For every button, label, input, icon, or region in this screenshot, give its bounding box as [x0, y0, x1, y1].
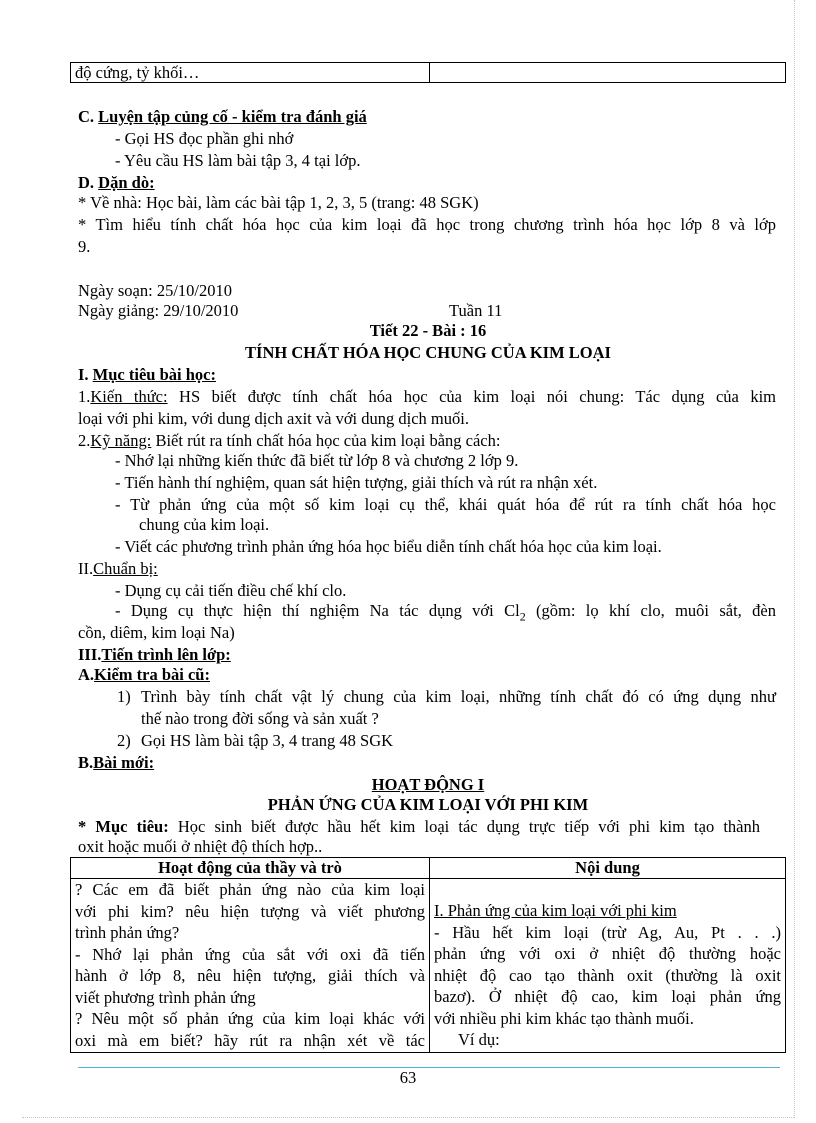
- knowledge-number: 1.: [78, 387, 91, 406]
- page-number: 63: [399, 1068, 417, 1087]
- objectives-heading: [78, 365, 216, 385]
- skills-item-2: - Tiến hành thí nghiệm, quan sát hiện tượng, giải thích và rút ra nhận xét.: [115, 473, 598, 492]
- prep-item-2-tail: (gồm: lọ khí clo, muôi sắt, đèn: [525, 601, 776, 620]
- content-line-2: phản ứng với oxi ở nhiệt độ thường hoặc: [434, 944, 781, 963]
- page-border-bottom: [22, 1117, 794, 1118]
- skills-label: Kỹ năng:: [90, 431, 152, 450]
- teacher-line-2: với phi kim? nêu hiện tượng và viết phương: [75, 901, 425, 921]
- content-line-3: nhiệt độ cao tạo thành oxit (thường là oxit: [434, 965, 781, 985]
- skills-line: [78, 431, 500, 451]
- review-label: A.: [78, 665, 95, 684]
- activity-goal-line-2: oxit hoặc muối ở nhiệt độ thích hợp..: [78, 837, 323, 856]
- review-title: Kiểm tra bài cũ:: [94, 665, 210, 684]
- prep-title: Chuẩn bị:: [93, 559, 158, 578]
- teacher-line-3: trình phản ứng?: [75, 923, 180, 942]
- process-title: Tiến trình lên lớp:: [101, 645, 231, 664]
- skills-item-4: - Viết các phương trình phản ứng hóa học biểu diễn tính chất hóa học của kim loại.: [115, 537, 662, 556]
- skills-number: 2.: [78, 431, 91, 450]
- knowledge-line-1: [78, 387, 776, 407]
- prep-item-2-text: - Dụng cụ thực hiện thí nghiệm Na tác dụng với Cl: [115, 601, 520, 620]
- section-c-item-2: - Yêu cầu HS làm bài tập 3, 4 tại lớp.: [115, 151, 361, 170]
- prep-item-2: [115, 601, 776, 624]
- activity-goal-line-1: [78, 817, 760, 837]
- section-c-title: Luyện tập củng cố - kiểm tra đánh giá: [98, 107, 367, 126]
- prep-heading: [78, 559, 158, 579]
- section-d-label: D.: [78, 173, 95, 192]
- activity-heading: HOẠT ĐỘNG I: [371, 775, 485, 794]
- section-c-label: C.: [78, 107, 95, 126]
- content-title: I. Phản ứng của kim loại với phi kim: [434, 901, 677, 920]
- teacher-line-7: ? Nêu một số phản ứng của kim loại khác với: [75, 1009, 425, 1028]
- section-c-item-1: - Gọi HS đọc phần ghi nhớ: [115, 129, 294, 148]
- lesson-number: Tiết 22 - Bài : 16: [369, 321, 487, 340]
- activity-subheading: PHẢN ỨNG CỦA KIM LOẠI VỚI PHI KIM: [267, 795, 589, 814]
- activity-table-left-cell: [71, 879, 430, 1053]
- section-d-heading: [78, 173, 155, 193]
- date-prepared: Ngày soạn: 25/10/2010: [78, 281, 232, 300]
- content-line-4: bazơ). Ở nhiệt độ cao, kim loại phản ứng: [434, 987, 781, 1006]
- skills-item-3: - Từ phản ứng của một số kim loại cụ thể, khái quát hóa để rút ra tính chất hóa học: [115, 495, 776, 514]
- review-q1-line-2: thế nào trong đời sống và sản xuất ?: [141, 709, 379, 728]
- week-label: Tuần 11: [449, 301, 503, 320]
- prep-label: II.: [78, 559, 94, 578]
- review-q1-number: 1): [117, 687, 131, 706]
- section-d-line-2a: * Tìm hiểu tính chất hóa học của kim loại đã học trong chương trình hóa học lớp 8 và lớp: [78, 215, 776, 234]
- lesson-title: TÍNH CHẤT HÓA HỌC CHUNG CỦA KIM LOẠI: [245, 343, 611, 362]
- skills-item-1: - Nhớ lại những kiến thức đã biết từ lớp 8 và chương 2 lớp 9.: [115, 451, 519, 470]
- skills-item-3-cont: chung của kim loại.: [139, 515, 270, 534]
- objectives-label: I.: [78, 365, 89, 384]
- section-d-line-2b: 9.: [78, 237, 91, 256]
- knowledge-label: Kiến thức:: [90, 387, 168, 406]
- top-table-cell-right: [430, 63, 786, 83]
- review-heading: [78, 665, 210, 685]
- activity-table-header-right: Nội dung: [430, 858, 786, 879]
- process-label: III.: [78, 645, 102, 664]
- knowledge-line-2: loại với phi kim, với dung dịch axit và với dung dịch muối.: [78, 409, 469, 428]
- review-q2-number: 2): [117, 731, 131, 750]
- activity-goal-text: Học sinh biết được hầu hết kim loại tác dụng trực tiếp với phi kim tạo thành: [177, 817, 761, 836]
- activity-table-header-left: Hoạt động của thầy và trò: [71, 858, 430, 879]
- teacher-line-5: hành ở lớp 8, nêu hiện tượng, giải thích và: [75, 966, 425, 985]
- page-border-right: [794, 0, 795, 1118]
- review-q2-text: Gọi HS làm bài tập 3, 4 trang 48 SGK: [141, 731, 394, 750]
- section-d-line-1: * Về nhà: Học bài, làm các bài tập 1, 2, 3, 5 (trang: 48 SGK): [78, 193, 479, 212]
- activity-goal-label: * Mục tiêu:: [78, 817, 169, 836]
- content-line-5: với nhiều phi kim khác tạo thành muối.: [434, 1008, 694, 1028]
- new-lesson-heading: [78, 753, 154, 773]
- section-c-heading: [78, 107, 367, 127]
- teacher-line-6: viết phương trình phản ứng: [75, 987, 256, 1007]
- prep-item-2-subscript: 2: [519, 609, 526, 624]
- content-line-1: - Hầu hết kim loại (trừ Ag, Au, Pt . . .): [434, 922, 781, 942]
- knowledge-text: HS biết được tính chất hóa học của kim loại nói chung: Tác dụng của kim: [179, 387, 776, 406]
- activity-table-right-cell: [430, 879, 786, 1053]
- top-table: [70, 62, 786, 83]
- activity-table: [70, 857, 786, 1053]
- teacher-line-8: oxi mà em biết? hãy rút ra nhận xét về tác: [75, 1030, 425, 1050]
- top-table-cell-left: độ cứng, tỷ khối…: [71, 63, 430, 83]
- teacher-line-1: ? Các em đã biết phản ứng nào của kim loại: [75, 880, 425, 899]
- section-d-title: Dặn dò:: [98, 173, 155, 192]
- prep-item-2-cont: cồn, diêm, kim loại Na): [78, 623, 235, 642]
- prep-item-1: - Dụng cụ cải tiến điều chế khí clo.: [115, 581, 347, 600]
- content-example: Ví dụ:: [458, 1030, 500, 1049]
- objectives-title: Mục tiêu bài học:: [92, 365, 216, 384]
- review-q1-line-1: Trình bày tính chất vật lý chung của kim loại, những tính chất đó có ứng dụng như: [141, 687, 776, 706]
- skills-text: Biết rút ra tính chất hóa học của kim loại bằng cách:: [155, 431, 501, 450]
- process-heading: [78, 645, 231, 665]
- new-lesson-title: Bài mới:: [93, 753, 155, 772]
- teacher-line-4: - Nhớ lại phản ứng của sắt với oxi đã tiến: [75, 944, 425, 964]
- new-lesson-label: B.: [78, 753, 94, 772]
- date-taught: Ngày giảng: 29/10/2010: [78, 301, 239, 320]
